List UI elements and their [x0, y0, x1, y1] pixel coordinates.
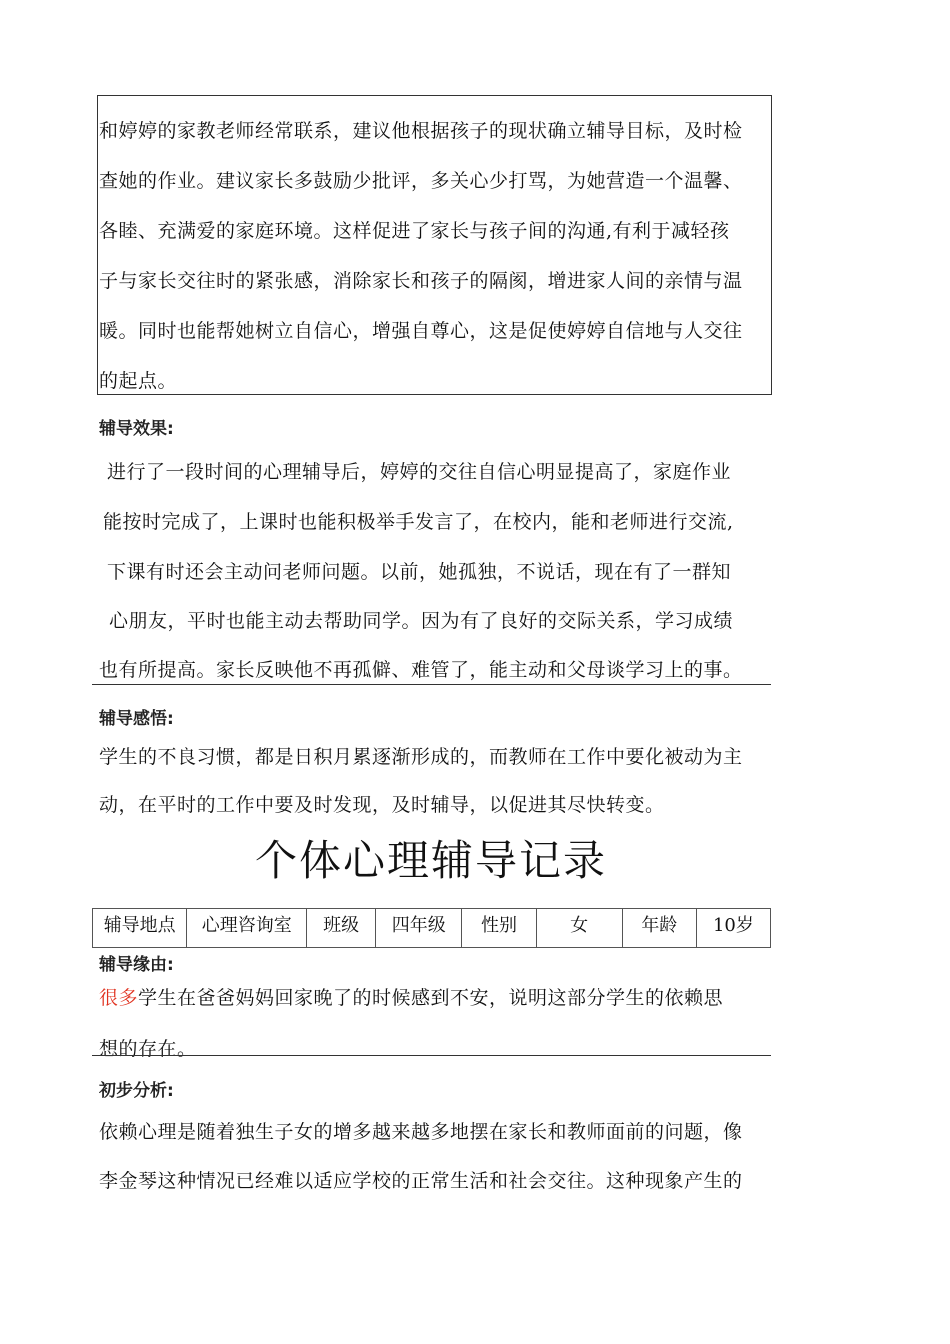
info-table [92, 908, 771, 948]
reason-line [99, 983, 723, 1010]
analysis-line: 李金琴这种情况已经难以适应学校的正常生活和社会交往。这种现象产生的 [99, 1170, 743, 1192]
analysis-label: 初步分析: [99, 1081, 174, 1101]
record-title: 个体心理辅导记录 [254, 836, 607, 885]
table-row [93, 909, 771, 948]
top-box-line: 和婷婷的家教老师经常联系，建议他根据孩子的现状确立辅导目标，及时检 [99, 120, 743, 142]
reason-line: 想的存在。 [99, 1038, 197, 1060]
divider [92, 1055, 771, 1056]
cell-location-label: 辅导地点 [93, 909, 187, 948]
analysis-line: 依赖心理是随着独生子女的增多越来越多地摆在家长和教师面前的问题，像 [99, 1121, 743, 1143]
divider [92, 684, 771, 685]
effect-line: 能按时完成了，上课时也能积极举手发言了，在校内，能和老师进行交流, [103, 511, 734, 533]
effect-line: 心朋友，平时也能主动去帮助同学。因为有了良好的交际关系，学习成绩 [109, 610, 734, 632]
cell-gender-value: 女 [536, 909, 622, 948]
effect-line: 进行了一段时间的心理辅导后，婷婷的交往自信心明显提高了，家庭作业 [107, 461, 732, 483]
top-box-line: 子与家长交往时的紧张感，消除家长和孩子的隔阂，增进家人间的亲情与温 [99, 270, 743, 292]
insight-line: 学生的不良习惯，都是日积月累逐渐形成的，而教师在工作中要化被动为主 [99, 746, 743, 768]
top-box-line: 的起点。 [99, 370, 178, 392]
highlight-text: 很多 [99, 987, 139, 1009]
reason-label: 辅导缘由: [99, 955, 174, 975]
cell-class-value: 四年级 [376, 909, 462, 948]
insight-label: 辅导感悟: [99, 709, 174, 729]
cell-location-value: 心理咨询室 [187, 909, 307, 948]
top-box-line: 查她的作业。建议家长多鼓励少批评，多关心少打骂，为她营造一个温馨、 [99, 170, 743, 192]
top-box-line: 各睦、充满爱的家庭环境。这样促进了家长与孩子间的沟通,有利于减轻孩 [99, 220, 730, 242]
cell-age-label: 年龄 [622, 909, 696, 948]
cell-gender-label: 性别 [462, 909, 536, 948]
cell-class-label: 班级 [307, 909, 376, 948]
effect-line: 下课有时还会主动问老师问题。以前，她孤独，不说话，现在有了一群知 [107, 561, 732, 583]
reason-line-rest: 学生在爸爸妈妈回家晚了的时候感到不安，说明这部分学生的依赖思 [138, 987, 724, 1009]
effect-label: 辅导效果: [99, 419, 174, 439]
insight-line: 动，在平时的工作中要及时发现，及时辅导，以促进其尽快转变。 [99, 794, 665, 816]
effect-line: 也有所提高。家长反映他不再孤僻、难管了，能主动和父母谈学习上的事。 [99, 659, 743, 681]
cell-age-value: 10岁 [696, 909, 770, 948]
top-box-line: 暖。同时也能帮她树立自信心，增强自尊心，这是促使婷婷自信地与人交往 [99, 320, 743, 342]
